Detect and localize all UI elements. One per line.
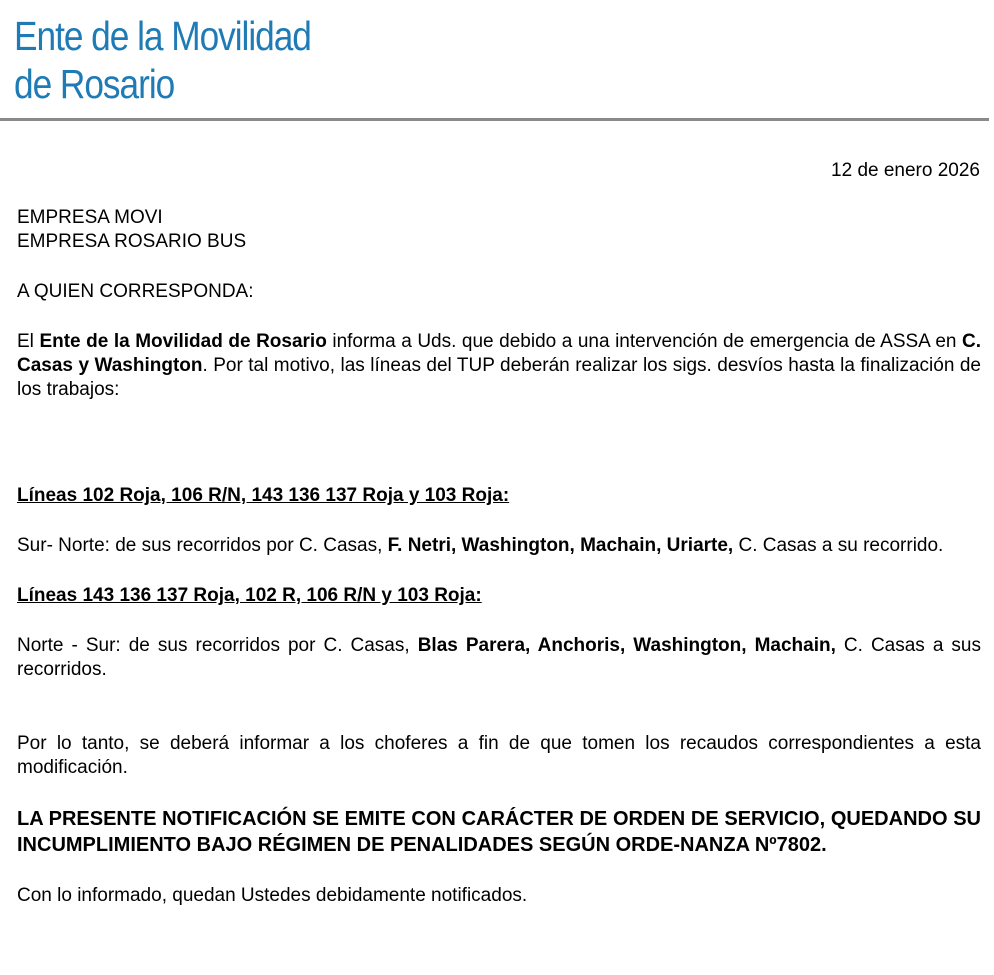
- section-2-heading: Líneas 143 136 137 Roja, 102 R, 106 R/N y 103 Roja:: [17, 585, 482, 606]
- route-2-text-1: Norte - Sur: de sus recorridos por C. Casas,: [17, 635, 418, 656]
- letter-date: 12 de enero 2026: [831, 160, 980, 181]
- intro-text-1: El: [17, 331, 40, 352]
- org-name-line-2: de Rosario: [14, 61, 175, 107]
- route-2-text-2: C. Casas a sus recorridos.: [17, 635, 982, 680]
- letterhead-logo: [14, 12, 311, 108]
- greeting: A QUIEN CORRESPONDA:: [17, 281, 254, 302]
- final-sentence: Con lo informado, quedan Ustedes debidamente notificados.: [17, 885, 528, 906]
- letter-body: [17, 206, 981, 908]
- route-1-text-2: C. Casas a su recorrido.: [733, 535, 944, 556]
- route-1-streets: F. Netri, Washington, Machain, Uriarte,: [387, 535, 734, 556]
- route-2-streets: Blas Parera, Anchoris, Washington, Machain,: [417, 635, 836, 656]
- recipient-2: EMPRESA ROSARIO BUS: [17, 231, 247, 252]
- header-divider: [0, 118, 989, 121]
- intro-location: C. Casas y Washington: [17, 331, 981, 376]
- recipients-block: [17, 206, 981, 254]
- intro-org-name: Ente de la Movilidad de Rosario: [39, 331, 327, 352]
- section-1-heading: Líneas 102 Roja, 106 R/N, 143 136 137 Roja y 103 Roja:: [17, 485, 510, 506]
- intro-text-2: informa a Uds. que debido a una intervención de emergencia de ASSA en: [326, 331, 962, 352]
- section-1-route: [17, 534, 981, 558]
- org-name-line-1: Ente de la Movilidad: [14, 13, 311, 59]
- section-2-route: [17, 634, 981, 682]
- intro-text-3: . Por tal motivo, las líneas del TUP deberán realizar los sigs. desvíos hasta la finalización de los trabajos:: [17, 355, 981, 400]
- recipient-1: EMPRESA MOVI: [17, 207, 163, 228]
- intro-paragraph: [17, 330, 981, 402]
- penalty-notice: LA PRESENTE NOTIFICACIÓN SE EMITE CON CARÁCTER DE ORDEN DE SERVICIO, QUEDANDO SU INCUMPLIMIENTO BAJO RÉGIMEN DE PENALIDADES SEGÚN ORDE-NANZA Nº7802.: [17, 808, 981, 856]
- route-1-text-1: Sur- Norte: de sus recorridos por C. Casas,: [17, 535, 388, 556]
- closing-paragraph: Por lo tanto, se deberá informar a los choferes a fin de que tomen los recaudos correspondientes a esta modificación.: [17, 733, 981, 778]
